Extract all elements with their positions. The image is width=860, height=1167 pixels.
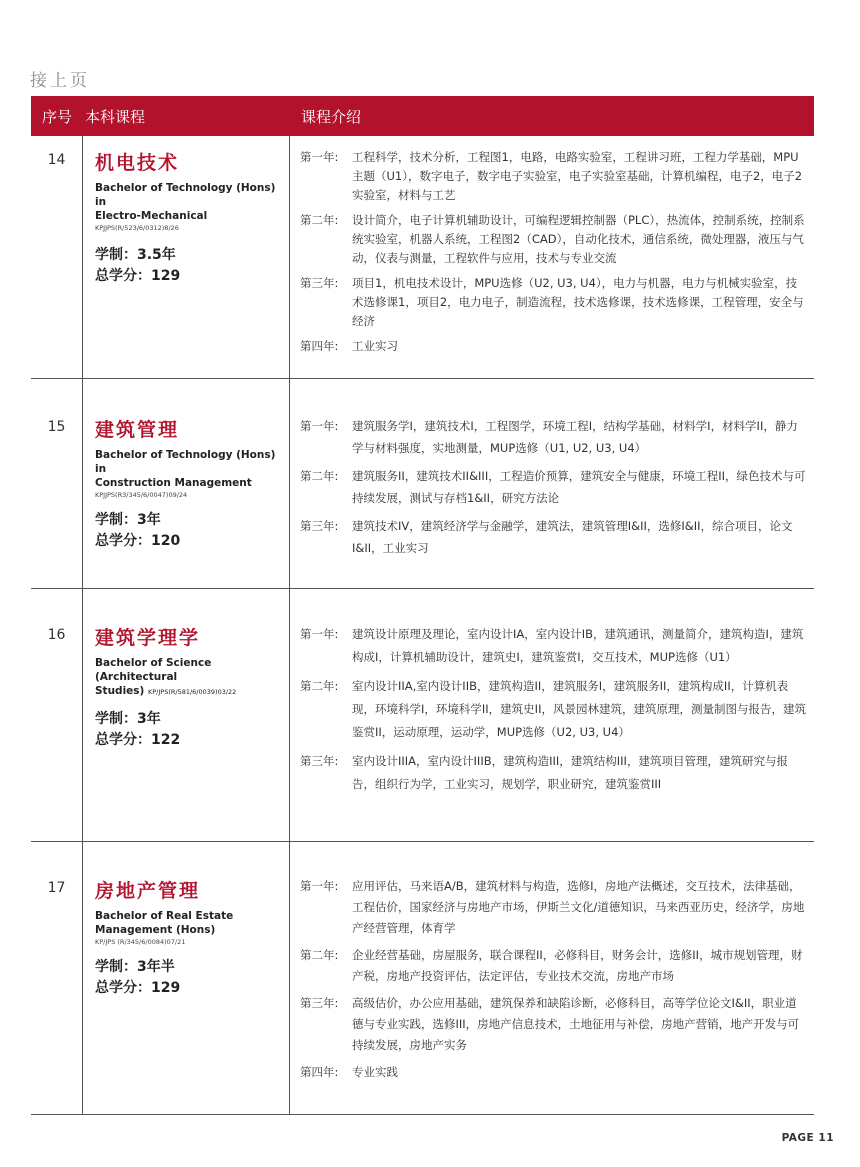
- row-number: 16: [31, 589, 83, 841]
- continued-from-previous-page: 接上页: [30, 71, 90, 91]
- year-courses: 高级估价，办公应用基础，建筑保养和缺陷诊断，必修科目，高等学位论文I&II，职业道德与专业实践，选修III，房地产信息技术，土地征用与补偿，房地产营销，地产开发与可持续发展，房地产实务: [352, 996, 800, 1052]
- year-entry: [300, 675, 806, 744]
- year-courses: 室内设计IIIA，室内设计IIIB，建筑构造III，建筑结构III，建筑项目管理，建筑研究与报告，组织行为学，工业实习，规划学，职业研究，建筑鉴赏III: [352, 754, 788, 791]
- accreditation-code: KP/JPS (R/345/6/0084)07/21: [95, 938, 186, 946]
- program-name-en: [95, 181, 289, 223]
- year-entry: [300, 148, 806, 205]
- row-number: 17: [31, 842, 83, 1114]
- year-label: 第三年:: [300, 754, 339, 768]
- year-entry: [300, 337, 806, 356]
- program-name-en-line2: [95, 684, 289, 699]
- description-cell: [290, 379, 814, 588]
- duration: 学制：3年: [95, 711, 161, 727]
- year-entry: [300, 415, 806, 459]
- year-entry: [300, 1062, 806, 1083]
- program-name-zh: 建筑管理: [95, 419, 180, 441]
- year-courses: 建筑服务II，建筑技术II&III，工程造价预算，建筑安全与健康，环境工程II，绿色技术与可持续发展，测试与存档1&II，研究方法论: [352, 469, 806, 505]
- year-courses: 专业实践: [352, 1065, 398, 1079]
- program-name-en: [95, 448, 289, 490]
- total-credits: 总学分：120: [95, 533, 181, 549]
- program-cell: [83, 842, 290, 1114]
- year-label: 第四年:: [300, 339, 339, 353]
- year-label: 第二年:: [300, 948, 339, 962]
- program-name-en: [95, 909, 289, 937]
- year-label: 第四年:: [300, 1065, 339, 1079]
- accreditation-code: KPJJPS(R/523/6/0312)8/26: [95, 224, 179, 232]
- program-name-zh: 建筑学理学: [95, 627, 201, 649]
- row-number: 15: [31, 379, 83, 588]
- program-name-en-line1: Bachelor of Real Estate: [95, 910, 234, 922]
- program-name-zh: 房地产管理: [95, 880, 201, 902]
- year-entry: [300, 465, 806, 509]
- total-credits: 总学分：122: [95, 732, 181, 748]
- accreditation-code: KP/JPS(R/581/6/0039)03/22: [148, 688, 237, 696]
- program-name-en: [95, 656, 289, 699]
- year-label: 第二年:: [300, 213, 339, 227]
- year-entry: [300, 274, 806, 331]
- header-program: 本科课程: [85, 107, 146, 126]
- table-row: [31, 379, 814, 589]
- program-name-zh: 机电技术: [95, 152, 180, 174]
- year-entry: [300, 876, 806, 939]
- year-courses: 室内设计IIA,室内设计IIB，建筑构造II，建筑服务I，建筑服务II，建筑构成II，计算机表现，环境科学I，环境科学II，建筑史II，风景园林建筑，建筑原理，测量制图与报告，建筑鉴赏II，运动原理，运动学，MUP选修（U2, U3, U4）: [352, 679, 806, 739]
- total-credits: 总学分：129: [95, 268, 181, 284]
- year-label: 第一年:: [300, 419, 339, 433]
- header-description: 课程介绍: [301, 107, 362, 126]
- year-entry: [300, 211, 806, 268]
- table-header: [31, 96, 814, 136]
- program-table: [31, 96, 814, 1115]
- year-courses: 建筑技术IV，建筑经济学与金融学，建筑法，建筑管理I&II，选修I&II，综合项目，论文I&II，工业实习: [352, 519, 793, 555]
- year-courses: 设计简介，电子计算机辅助设计，可编程逻辑控制器（PLC），热流体，控制系统，控制系统实验室，机器人系统，工程图2（CAD），自动化技术，通信系统，微处理器，液压与气动，仪表与测量，工程软件与应用，技术与专业交流: [352, 213, 805, 265]
- table-row: [31, 136, 814, 379]
- program-cell: [83, 589, 290, 841]
- header-number: 序号: [41, 107, 72, 126]
- year-entry: [300, 515, 806, 559]
- year-courses: 建筑设计原理及理论，室内设计IA，室内设计IB，建筑通讯，测量简介，建筑构造I，建筑构成I，计算机辅助设计，建筑史I，建筑鉴赏I，交互技术，MUP选修（U1）: [352, 627, 804, 664]
- year-entry: [300, 750, 806, 796]
- year-courses: 应用评估，马来语A/B，建筑材料与构造，选修I，房地产法概述，交互技术，法律基础，工程估价，国家经济与房地产市场，伊斯兰文化/道德知识，马来西亚历史，经济学，房地产经营管理，体育学: [352, 879, 805, 935]
- program-name-en-line2-text: Studies): [95, 685, 145, 697]
- year-entry: [300, 623, 806, 669]
- year-label: 第一年:: [300, 879, 339, 893]
- program-name-en-line1: Bachelor of Technology (Hons) in: [95, 182, 276, 208]
- program-name-en-line2: Management (Hons): [95, 924, 216, 936]
- duration: 学制：3年半: [95, 959, 175, 975]
- description-cell: [290, 136, 814, 378]
- total-credits: 总学分：129: [95, 980, 181, 996]
- table-row: [31, 842, 814, 1115]
- program-name-en-line2: Construction Management: [95, 477, 252, 489]
- year-courses: 工程科学，技术分析，工程图1，电路，电路实验室，工程讲习班，工程力学基础，MPU主题（U1），数字电子，数字电子实验室，电子实验室基础，计算机编程，电子2，电子2实验室，材料与工艺: [352, 150, 803, 202]
- program-cell: [83, 379, 290, 588]
- year-label: 第三年:: [300, 996, 339, 1010]
- duration: 学制：3年: [95, 512, 161, 528]
- year-label: 第一年:: [300, 150, 339, 164]
- accreditation-code: KPJJPS(R3/345/6/0047)09/24: [95, 491, 188, 499]
- description-cell: [290, 842, 814, 1114]
- program-name-en-line1: Bachelor of Science (Architectural: [95, 657, 212, 683]
- program-name-en-line1: Bachelor of Technology (Hons) in: [95, 449, 276, 475]
- year-label: 第二年:: [300, 469, 339, 483]
- year-label: 第二年:: [300, 679, 339, 693]
- year-label: 第一年:: [300, 627, 339, 641]
- year-courses: 企业经营基础，房屋服务，联合课程II，必修科目，财务会计，选修II，城市规划管理，财产税，房地产投资评估，法定评估，专业技术交流，房地产市场: [352, 948, 803, 983]
- duration: 学制：3.5年: [95, 247, 176, 263]
- year-courses: 建筑服务学I，建筑技术I，工程图学，环境工程I，结构学基础，材料学I，材料学II，静力学与材料强度，实地测量，MUP选修（U1, U2, U3, U4）: [352, 419, 798, 455]
- row-number: 14: [31, 136, 83, 378]
- table-row: [31, 589, 814, 842]
- year-label: 第三年:: [300, 276, 339, 290]
- program-name-en-line2: Electro-Mechanical: [95, 210, 208, 222]
- year-courses: 项目1，机电技术设计，MPU选修（U2, U3, U4），电力与机器，电力与机械实验室，技术选修课1，项目2，电力电子，制造流程，技术选修课，技术选修课，工程管理，安全与经济: [352, 276, 804, 328]
- year-entry: [300, 945, 806, 987]
- page-number: PAGE 11: [781, 1132, 834, 1144]
- year-entry: [300, 993, 806, 1056]
- year-courses: 工业实习: [352, 339, 398, 353]
- year-label: 第三年:: [300, 519, 339, 533]
- program-cell: [83, 136, 290, 378]
- description-cell: [290, 589, 814, 841]
